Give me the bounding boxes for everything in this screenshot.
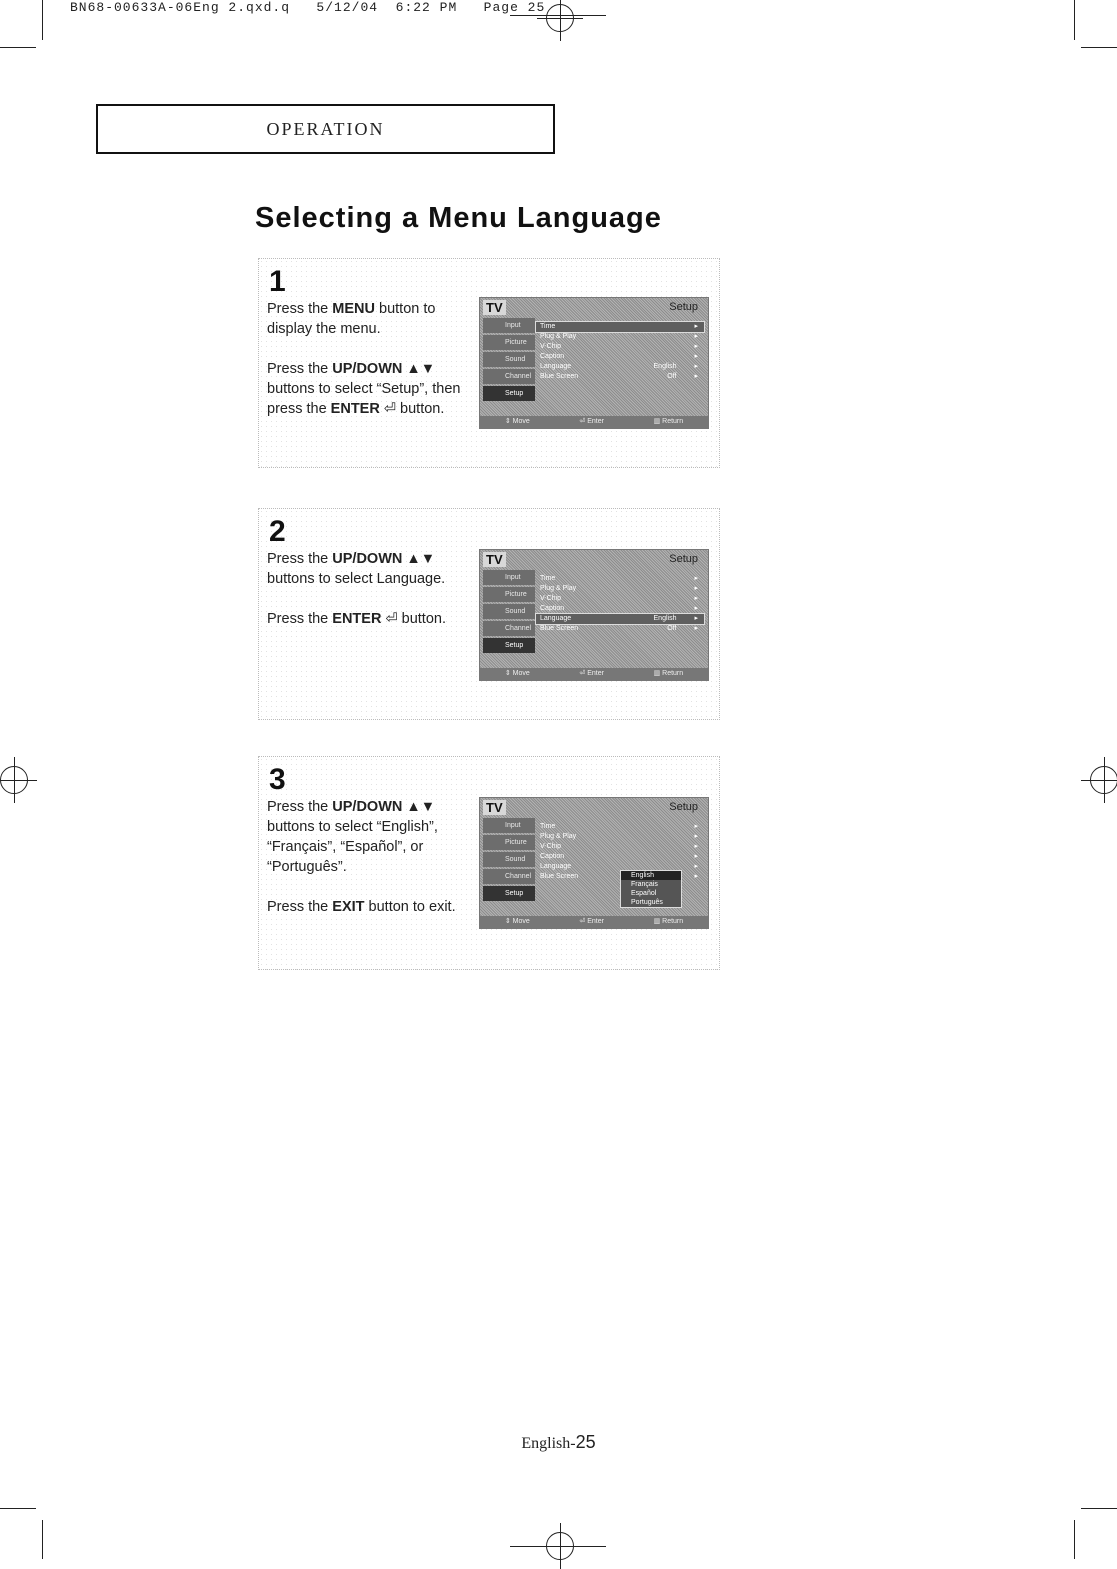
crop-mark	[0, 47, 36, 48]
step-number: 1	[269, 265, 286, 298]
menu-item	[536, 852, 704, 862]
menu-sidebar	[480, 318, 535, 408]
arrow-right-icon: ▸	[694, 823, 698, 830]
menu-item	[536, 322, 704, 332]
step-instructions	[267, 299, 467, 439]
crop-mark	[0, 1508, 36, 1509]
page-number	[0, 1432, 1117, 1453]
menu-item-label: Blue Screen	[540, 873, 579, 880]
crop-mark	[1081, 47, 1117, 48]
button-name: UP/DOWN ▲▼	[332, 799, 436, 815]
arrow-right-icon: ▸	[694, 833, 698, 840]
menu-footer	[480, 916, 708, 928]
step-instructions	[267, 549, 467, 649]
button-name: MENU	[332, 301, 375, 317]
step-instructions	[267, 797, 467, 937]
arrow-right-icon: ▸	[694, 343, 698, 350]
registration-mark-icon	[546, 1532, 574, 1560]
menu-item	[536, 372, 704, 382]
menu-item-label: Plug & Play	[540, 833, 577, 840]
menu-item	[536, 362, 704, 372]
language-option: English	[621, 871, 681, 880]
menu-sidebar-item: Setup	[483, 886, 535, 901]
crop-mark	[1074, 0, 1075, 40]
button-name: EXIT	[332, 899, 365, 915]
arrow-right-icon: ▸	[694, 353, 698, 360]
footer-hint: ⏎ Enter	[579, 670, 604, 677]
instruction-paragraph: Press the UP/DOWN ▲▼ buttons to select Language.	[267, 551, 446, 587]
language-option: Español	[631, 890, 657, 897]
menu-item-value: English	[653, 363, 677, 370]
arrow-right-icon: ▸	[694, 625, 698, 632]
menu-item	[536, 604, 704, 614]
arrow-right-icon: ▸	[694, 615, 698, 622]
tv-logo: TV	[483, 800, 506, 815]
language-option: Français	[631, 881, 658, 888]
registration-mark-icon	[0, 766, 28, 794]
step-panel	[258, 508, 720, 720]
arrow-right-icon: ▸	[694, 595, 698, 602]
arrow-right-icon: ▸	[694, 323, 698, 330]
menu-item	[536, 842, 704, 852]
tv-menu-screenshot	[479, 797, 709, 929]
instruction-paragraph: Press the MENU button to display the menu.	[267, 301, 436, 337]
menu-sidebar-item: Setup	[483, 386, 535, 401]
menu-tab-label: Setup	[669, 301, 698, 313]
menu-item	[536, 342, 704, 352]
menu-item-label: V-Chip	[540, 843, 562, 850]
menu-item-value: Off	[667, 625, 677, 632]
menu-tab-label: Setup	[669, 553, 698, 565]
instruction-paragraph: Press the ENTER ⏎ button.	[267, 611, 446, 627]
crop-mark	[1081, 1508, 1117, 1509]
menu-item-label: Plug & Play	[540, 333, 577, 340]
menu-item	[536, 352, 704, 362]
menu-item-label: Time	[540, 823, 556, 830]
menu-item-label: V-Chip	[540, 595, 562, 602]
menu-item	[536, 594, 704, 604]
tv-logo: TV	[483, 552, 506, 567]
menu-sidebar-item: Picture	[483, 587, 535, 602]
menu-sidebar-item: Sound	[483, 852, 535, 867]
menu-sidebar-item: Picture	[483, 835, 535, 850]
section-header	[96, 104, 555, 154]
menu-item-label: V-Chip	[540, 343, 562, 350]
menu-sidebar	[480, 818, 535, 908]
page-number-value: 25	[575, 1432, 596, 1452]
footer-hint: ⇕ Move	[504, 918, 530, 925]
tv-menu-screenshot	[479, 549, 709, 681]
button-name: ENTER	[332, 611, 382, 627]
language-option: Português	[631, 899, 663, 906]
arrow-right-icon: ▸	[694, 575, 698, 582]
footer-hint: ▥ Return	[653, 918, 684, 925]
section-header-label: OPERATION	[266, 118, 385, 139]
menu-item	[536, 614, 704, 624]
menu-item-label: Plug & Play	[540, 585, 577, 592]
menu-item-value: English	[653, 615, 677, 622]
footer-hint: ⏎ Enter	[579, 918, 604, 925]
registration-mark-icon	[546, 4, 574, 32]
menu-sidebar-item: Channel	[483, 369, 535, 384]
tv-menu-screenshot	[479, 297, 709, 429]
menu-sidebar-item: Picture	[483, 335, 535, 350]
crop-mark	[42, 1520, 43, 1559]
menu-sidebar-item: Input	[483, 818, 535, 833]
menu-footer	[480, 416, 708, 428]
menu-item-label: Language	[540, 863, 572, 870]
footer-hint: ⏎ Enter	[579, 418, 604, 425]
menu-sidebar-item: Channel	[483, 869, 535, 884]
menu-items	[536, 322, 704, 382]
menu-sidebar-item: Setup	[483, 638, 535, 653]
step-panel	[258, 756, 720, 970]
footer-hint: ⇕ Move	[504, 670, 530, 677]
tv-logo: TV	[483, 300, 506, 315]
arrow-right-icon: ▸	[694, 333, 698, 340]
instruction-paragraph: Press the UP/DOWN ▲▼ buttons to select “English”, “Français”, “Español”, or “Português”.	[267, 799, 438, 875]
menu-footer	[480, 668, 708, 680]
menu-sidebar-item: Sound	[483, 604, 535, 619]
button-name: UP/DOWN ▲▼	[332, 551, 436, 567]
menu-item-label: Language	[540, 363, 572, 370]
arrow-right-icon: ▸	[694, 873, 698, 880]
print-slug: BN68-00633A-06Eng 2.qxd.q 5/12/04 6:22 PM Page 25	[70, 0, 546, 15]
menu-item	[536, 584, 704, 594]
registration-mark-icon	[1090, 766, 1117, 794]
footer-hint: ⇕ Move	[504, 418, 530, 425]
menu-item-label: Caption	[540, 605, 565, 612]
language-dropdown	[620, 870, 682, 908]
menu-item-label: Blue Screen	[540, 373, 579, 380]
menu-items	[536, 574, 704, 634]
menu-item-label: Time	[540, 575, 556, 582]
footer-hint: ▥ Return	[653, 670, 684, 677]
step-number: 3	[269, 763, 286, 796]
menu-sidebar-item: Input	[483, 318, 535, 333]
menu-sidebar-item: Input	[483, 570, 535, 585]
footer-hint: ▥ Return	[653, 418, 684, 425]
menu-item-value: Off	[667, 373, 677, 380]
menu-item	[536, 822, 704, 832]
step-number: 2	[269, 515, 286, 548]
menu-item-label: Language	[540, 615, 572, 622]
page-title: Selecting a Menu Language	[255, 202, 662, 234]
arrow-right-icon: ▸	[694, 605, 698, 612]
instruction-paragraph: Press the UP/DOWN ▲▼ buttons to select “Setup”, then press the ENTER ⏎ button.	[267, 361, 461, 417]
arrow-right-icon: ▸	[694, 853, 698, 860]
button-name: UP/DOWN ▲▼	[332, 361, 436, 377]
menu-item	[536, 624, 704, 634]
arrow-right-icon: ▸	[694, 863, 698, 870]
button-name: ENTER	[330, 401, 380, 417]
page-number-prefix: English-	[521, 1435, 576, 1452]
crop-mark	[42, 0, 43, 40]
menu-item-label: Blue Screen	[540, 625, 579, 632]
menu-item	[536, 832, 704, 842]
arrow-right-icon: ▸	[694, 363, 698, 370]
menu-item-label: Caption	[540, 353, 565, 360]
instruction-paragraph: Press the EXIT button to exit.	[267, 899, 456, 915]
menu-tab-label: Setup	[669, 801, 698, 813]
step-panel	[258, 258, 720, 468]
menu-item	[536, 574, 704, 584]
menu-item	[536, 332, 704, 342]
arrow-right-icon: ▸	[694, 373, 698, 380]
menu-item-label: Caption	[540, 853, 565, 860]
menu-sidebar-item: Sound	[483, 352, 535, 367]
arrow-right-icon: ▸	[694, 843, 698, 850]
crop-mark	[1074, 1520, 1075, 1559]
menu-sidebar-item: Channel	[483, 621, 535, 636]
menu-sidebar	[480, 570, 535, 660]
menu-item-label: Time	[540, 323, 556, 330]
arrow-right-icon: ▸	[694, 585, 698, 592]
